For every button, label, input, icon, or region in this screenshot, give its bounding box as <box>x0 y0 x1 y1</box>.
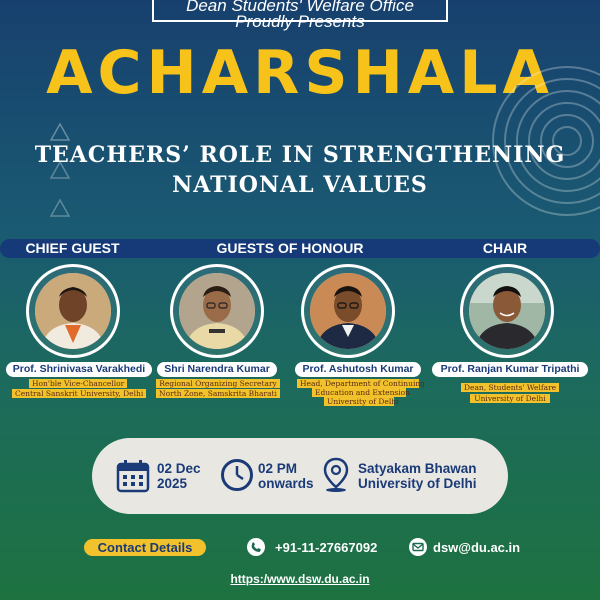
guest-3-designation-line-2: Education and Extension <box>312 388 406 397</box>
role-guests-of-honour: GUESTS OF HONOUR <box>216 240 364 256</box>
event-time-line-2: onwards <box>258 476 314 491</box>
event-date <box>157 461 201 491</box>
event-date-line-1: 02 Dec <box>157 461 201 476</box>
chair-designation-line-1: Dean, Students' Welfare <box>461 383 559 392</box>
triangle-decoration-icon <box>50 198 70 218</box>
event-venue-line-2: University of Delhi <box>358 476 477 491</box>
email-icon <box>409 538 427 556</box>
person-avatar-icon <box>310 273 386 349</box>
guest-name-2: Shri Narendra Kumar <box>157 362 277 377</box>
subtitle-line-1: TEACHERS’ ROLE IN STRENGTHENING <box>34 142 566 168</box>
event-title: ACHARSHALA <box>46 38 554 108</box>
website-link[interactable]: https:/www.dsw.du.ac.in <box>230 572 370 586</box>
guest-name-1: Prof. Shrinivasa Varakhedi <box>6 362 152 377</box>
clock-icon <box>220 458 254 492</box>
chair-name: Prof. Ranjan Kumar Tripathi <box>432 362 588 377</box>
guest-photo-1 <box>26 264 120 358</box>
event-time-line-1: 02 PM <box>258 461 298 476</box>
guest-photo-2 <box>170 264 264 358</box>
event-venue <box>358 461 477 491</box>
guest-2-designation-line-2: North Zone, Samskrita Bharati <box>156 389 280 398</box>
chair-photo <box>460 264 554 358</box>
guest-name-3: Prof. Ashutosh Kumar <box>295 362 421 377</box>
organizer-text: Dean Students' Welfare Office <box>186 0 414 15</box>
guest-1-designation-line-2: Central Sanskrit University, Delhi <box>12 389 146 398</box>
triangle-decoration-icon <box>50 160 70 180</box>
presents-text: Proudly Presents <box>235 12 365 31</box>
location-pin-icon <box>322 457 350 493</box>
event-venue-line-1: Satyakam Bhawan <box>358 461 477 476</box>
role-chair: CHAIR <box>482 240 528 256</box>
chair-designation-line-2: University of Delhi <box>470 394 550 403</box>
person-avatar-icon <box>179 273 255 349</box>
rings-decoration-icon <box>492 66 600 216</box>
contact-email[interactable]: dsw@du.ac.in <box>433 540 521 555</box>
subtitle-line-2: NATIONAL VALUES <box>172 172 428 198</box>
triangle-decoration-icon <box>50 122 70 142</box>
phone-icon <box>247 538 265 556</box>
guest-3-designation-line-3: University of Delhi <box>324 397 394 406</box>
event-date-line-2: 2025 <box>157 476 188 491</box>
event-time <box>258 461 314 491</box>
role-chief-guest: CHIEF GUEST <box>25 240 120 256</box>
person-avatar-icon <box>469 273 545 349</box>
guest-2-designation-line-1: Regional Organizing Secretary <box>156 379 280 388</box>
contact-details-label: Contact Details <box>84 539 206 556</box>
calendar-icon <box>116 459 150 493</box>
contact-phone[interactable]: +91-11-27667092 <box>275 540 378 555</box>
guest-3-designation-line-1: Head, Department of Continuing <box>297 379 419 388</box>
person-avatar-icon <box>35 273 111 349</box>
guest-photo-3 <box>301 264 395 358</box>
guest-1-designation-line-1: Hon'ble Vice-Chancellor <box>29 379 127 388</box>
